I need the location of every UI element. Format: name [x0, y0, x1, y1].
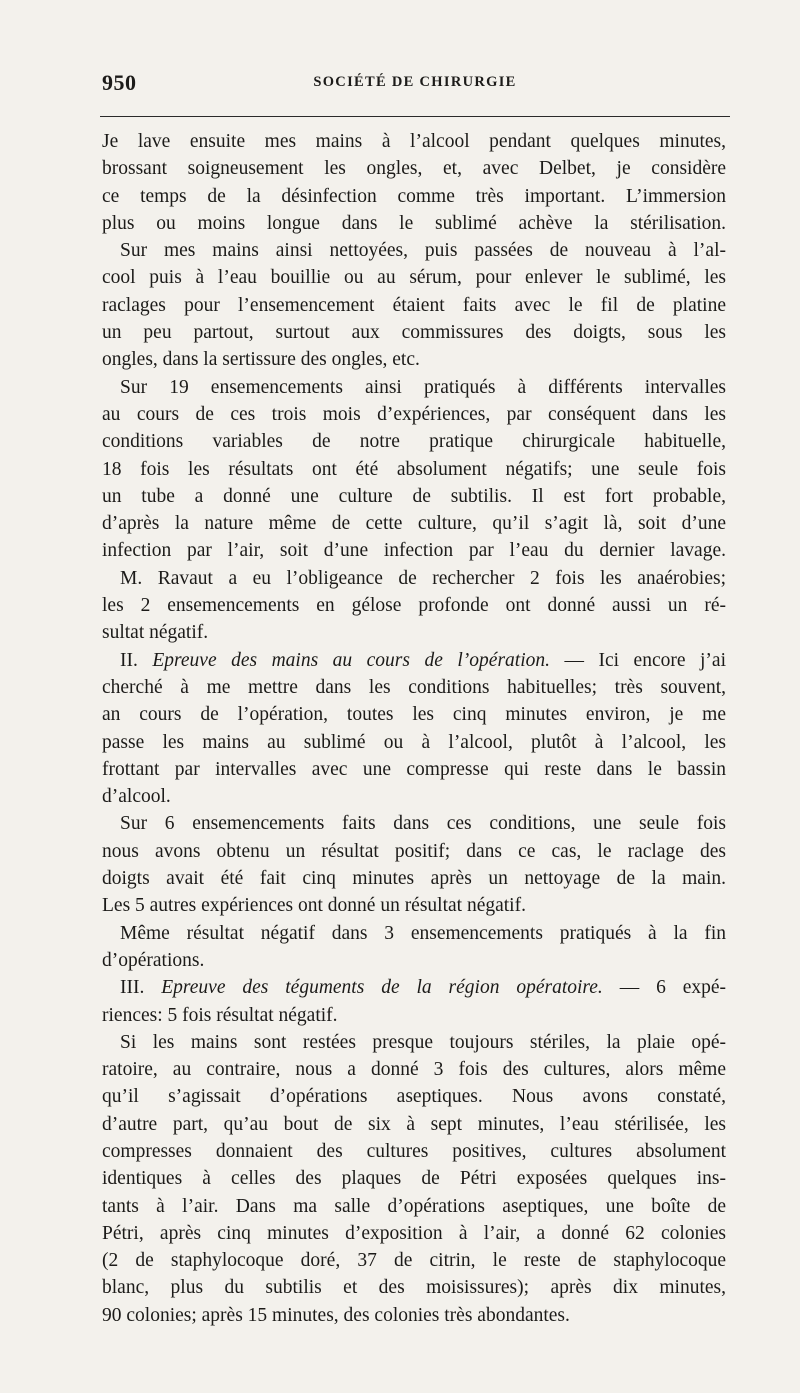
- text-line: Pétri, après cinq minutes d’exposition à l’air, a donné 62 colonies: [102, 1222, 726, 1244]
- text-line: conditions variables de notre pratique chirurgicale habituelle,: [102, 431, 726, 453]
- text-line: M. Ravaut a eu l’obligeance de rechercher 2 fois les anaérobies;: [120, 567, 726, 589]
- text-line: raclages pour l’ensemencement étaient faits avec le fil de platine: [102, 294, 726, 316]
- text-line: brossant soigneusement les ongles, et, avec Delbet, je considère: [102, 158, 726, 180]
- section-heading-continuation: — 6 expé-: [602, 977, 727, 999]
- text-line: d’opérations.: [102, 949, 205, 971]
- section-number: II.: [120, 649, 153, 671]
- text-line: riences: 5 fois résultat négatif.: [102, 1004, 338, 1026]
- text-line: ongles, dans la sertissure des ongles, etc.: [102, 349, 420, 371]
- text-line: Je lave ensuite mes mains à l’alcool pendant quelques minutes,: [102, 131, 726, 152]
- text-line: frottant par intervalles avec une compresse qui reste dans le bassin: [102, 758, 726, 780]
- text-line: identiques à celles des plaques de Pétri exposées quelques ins-: [102, 1168, 726, 1190]
- text-line: un tube a donné une culture de subtilis. Il est fort probable,: [102, 485, 726, 507]
- text-line: Sur 6 ensemencements faits dans ces conditions, une seule fois: [120, 813, 726, 835]
- header-rule: [100, 116, 730, 117]
- text-line: d’alcool.: [102, 786, 171, 808]
- text-line: blanc, plus du subtilis et des moisissures); après dix minutes,: [102, 1277, 726, 1299]
- text-line: Sur mes mains ainsi nettoyées, puis passées de nouveau à l’al-: [120, 240, 726, 262]
- text-line: plus ou moins longue dans le sublimé achève la stérilisation.: [102, 212, 726, 234]
- text-line: Les 5 autres expériences ont donné un résultat négatif.: [102, 895, 526, 917]
- text-line: sultat négatif.: [102, 622, 209, 644]
- text-line: cool puis à l’eau bouillie ou au sérum, pour enlever le sublimé, les: [102, 267, 726, 289]
- text-line: doigts avait été fait cinq minutes après un nettoyage de la main.: [102, 868, 726, 890]
- text-line: 90 colonies; après 15 minutes, des colonies très abondantes.: [102, 1304, 570, 1326]
- page-number: 950: [102, 70, 137, 95]
- text-line: an cours de l’opération, toutes les cinq minutes environ, je me: [102, 704, 726, 726]
- page-header: [102, 66, 728, 96]
- section-title: Epreuve des mains au cours de l’opération.: [152, 649, 550, 671]
- text-line: tants à l’air. Dans ma salle d’opérations aseptiques, une boîte de: [102, 1195, 726, 1217]
- text-line: qu’il s’agissait d’opérations aseptiques. Nous avons constaté,: [102, 1086, 726, 1108]
- text-line: ce temps de la désinfection comme très important. L’immersion: [102, 185, 726, 207]
- section-heading-continuation: — Ici encore j’ai: [550, 649, 726, 671]
- text-line: Même résultat négatif dans 3 ensemencements pratiqués à la fin: [120, 922, 726, 944]
- text-line: nous avons obtenu un résultat positif; dans ce cas, le raclage des: [102, 840, 726, 862]
- section-title: Epreuve des téguments de la région opératoire.: [161, 977, 603, 999]
- section-heading-line: [102, 974, 726, 1001]
- body-text: [102, 128, 726, 1329]
- text-line: les 2 ensemencements en gélose profonde ont donné aussi un ré-: [102, 595, 726, 617]
- text-line: 18 fois les résultats ont été absolument négatifs; une seule fois: [102, 458, 726, 480]
- section-heading-line: [102, 647, 726, 674]
- text-line: infection par l’air, soit d’une infection par l’eau du dernier lavage.: [102, 540, 726, 562]
- text-line: passe les mains au sublimé ou à l’alcool, plutôt à l’alcool, les: [102, 731, 726, 753]
- text-line: cherché à me mettre dans les conditions habituelles; très souvent,: [102, 676, 726, 698]
- text-line: Si les mains sont restées presque toujours stériles, la plaie opé-: [120, 1031, 726, 1053]
- running-title: SOCIÉTÉ DE CHIRURGIE: [313, 74, 517, 90]
- section-number: III.: [120, 977, 162, 999]
- text-line: Sur 19 ensemencements ainsi pratiqués à différents intervalles: [120, 376, 726, 398]
- text-line: (2 de staphylocoque doré, 37 de citrin, le reste de staphylocoque: [102, 1250, 726, 1272]
- text-line: ratoire, au contraire, nous a donné 3 fois des cultures, alors même: [102, 1059, 726, 1081]
- text-line: compresses donnaient des cultures positives, cultures absolument: [102, 1140, 726, 1162]
- text-line: un peu partout, surtout aux commissures des doigts, sous les: [102, 322, 726, 344]
- text-line: d’autre part, qu’au bout de six à sept minutes, l’eau stérilisée, les: [102, 1113, 726, 1135]
- text-line: au cours de ces trois mois d’expériences, par conséquent dans les: [102, 403, 726, 425]
- text-line: d’après la nature même de cette culture, qu’il s’agit là, soit d’une: [102, 513, 726, 535]
